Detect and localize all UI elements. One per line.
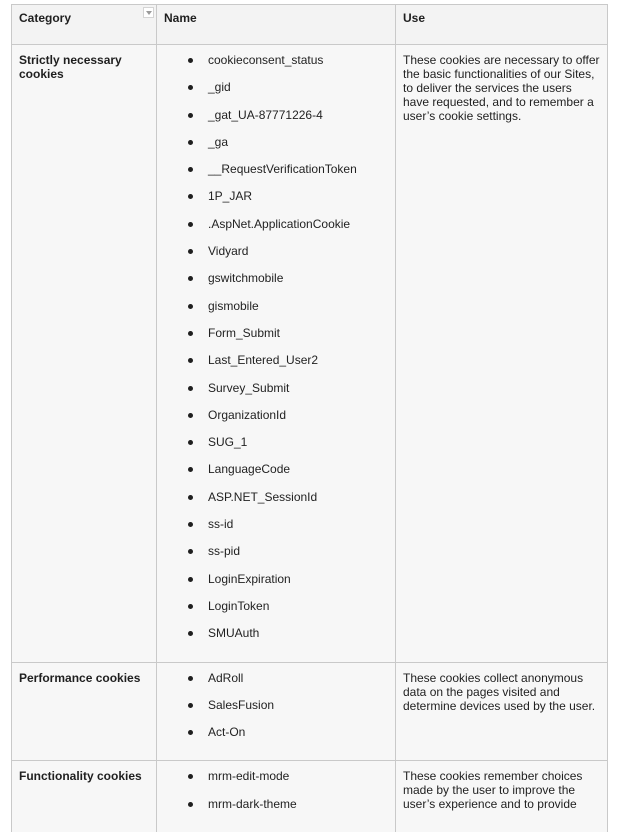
list-item: AdRoll — [164, 671, 388, 698]
cookie-name-list — [164, 769, 388, 824]
list-item: LoginToken — [164, 599, 388, 626]
list-item: gswitchmobile — [164, 271, 388, 298]
name-cell — [157, 761, 396, 832]
use-cell: These cookies remember choices made by the user to improve the user’s experience and to provide — [396, 761, 608, 832]
header-use — [396, 5, 608, 45]
list-item: Last_Entered_User2 — [164, 353, 388, 380]
cookie-table — [11, 4, 608, 832]
use-cell: These cookies are necessary to offer the basic functionalities of our Sites, to deliver the services the users have requested, and to remember a user’s cookie settings. — [396, 45, 608, 663]
header-name-label: Name — [164, 11, 197, 25]
name-cell — [157, 45, 396, 663]
list-item: Vidyard — [164, 244, 388, 271]
list-item: SalesFusion — [164, 698, 388, 725]
list-item: .AspNet.ApplicationCookie — [164, 217, 388, 244]
cookie-name-list — [164, 671, 388, 753]
list-item: mrm-dark-theme — [164, 797, 388, 824]
header-category-label: Category — [19, 11, 72, 25]
name-cell — [157, 662, 396, 761]
list-item: _gat_UA-87771226-4 — [164, 108, 388, 135]
list-item: SUG_1 — [164, 435, 388, 462]
header-row — [12, 5, 608, 45]
list-item: ASP.NET_SessionId — [164, 490, 388, 517]
list-item: mrm-edit-mode — [164, 769, 388, 796]
category-cell: Functionality cookies — [12, 761, 157, 832]
list-item: LanguageCode — [164, 462, 388, 489]
filter-dropdown-icon[interactable] — [143, 7, 154, 18]
table-row — [12, 45, 608, 663]
list-item: SMUAuth — [164, 626, 388, 653]
table-row — [12, 761, 608, 832]
list-item: __RequestVerificationToken — [164, 162, 388, 189]
list-item: _ga — [164, 135, 388, 162]
header-name — [157, 5, 396, 45]
list-item: LoginExpiration — [164, 572, 388, 599]
list-item: ss-pid — [164, 544, 388, 571]
category-cell: Strictly necessary cookies — [12, 45, 157, 663]
category-cell: Performance cookies — [12, 662, 157, 761]
list-item: 1P_JAR — [164, 189, 388, 216]
list-item: cookieconsent_status — [164, 53, 388, 80]
list-item: gismobile — [164, 299, 388, 326]
list-item: Act-On — [164, 725, 388, 752]
list-item: OrganizationId — [164, 408, 388, 435]
list-item: Survey_Submit — [164, 381, 388, 408]
list-item: _gid — [164, 80, 388, 107]
list-item: Form_Submit — [164, 326, 388, 353]
use-cell: These cookies collect anonymous data on the pages visited and determine devices used by the user. — [396, 662, 608, 761]
list-item: ss-id — [164, 517, 388, 544]
header-use-label: Use — [403, 11, 426, 25]
table-row — [12, 662, 608, 761]
cookie-name-list — [164, 53, 388, 654]
header-category — [12, 5, 157, 45]
